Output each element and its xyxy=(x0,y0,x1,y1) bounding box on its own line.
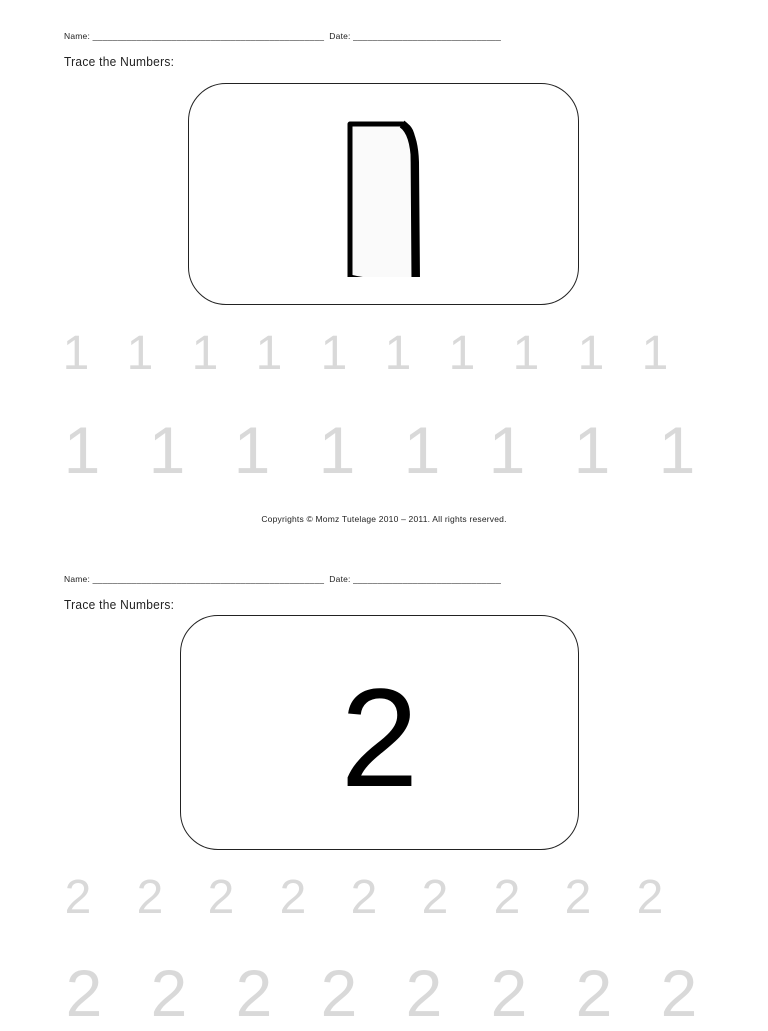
trace-digit: 2 xyxy=(350,871,378,924)
trace-digit: 1 xyxy=(255,327,283,380)
trace-digit: 1 xyxy=(512,327,540,380)
trace-digit: 2 xyxy=(575,956,613,1030)
card-digit: 2 xyxy=(340,659,419,816)
trace-digit: 2 xyxy=(207,871,235,924)
trace-digit: 1 xyxy=(488,413,526,487)
name-date-line: Name: _______________________________________________ Date: ______________________________ xyxy=(64,31,501,41)
number-card xyxy=(180,615,579,850)
trace-digit: 1 xyxy=(577,327,605,380)
trace-digit: 2 xyxy=(320,956,358,1030)
trace-title: Trace the Numbers: xyxy=(64,597,175,612)
trace-digit: 2 xyxy=(636,871,664,924)
trace-digit: 2 xyxy=(660,956,698,1030)
trace-digit: 1 xyxy=(448,327,476,380)
trace-digit: 1 xyxy=(62,327,90,380)
trace-digit: 2 xyxy=(65,956,103,1030)
trace-digit: 1 xyxy=(384,327,412,380)
trace-digit: 2 xyxy=(235,956,273,1030)
trace-digit: 1 xyxy=(573,413,611,487)
trace-digit: 1 xyxy=(191,327,219,380)
copyright-notice: Copyrights © Momz Tutelage 2010 – 2011. All rights reserved. xyxy=(261,514,507,524)
trace-digit: 1 xyxy=(320,327,348,380)
trace-digit: 1 xyxy=(63,413,101,487)
trace-digit: 2 xyxy=(64,871,92,924)
trace-digit: 1 xyxy=(641,327,669,380)
trace-digit: 2 xyxy=(136,871,164,924)
trace-digit: 2 xyxy=(490,956,528,1030)
trace-digit: 1 xyxy=(318,413,356,487)
trace-digit: 1 xyxy=(658,413,696,487)
trace-digit: 1 xyxy=(148,413,186,487)
trace-digit: 2 xyxy=(421,871,449,924)
outline-digit-one xyxy=(334,102,424,277)
trace-digit: 1 xyxy=(233,413,271,487)
name-date-line: Name: _______________________________________________ Date: ______________________________ xyxy=(64,574,501,584)
trace-digit: 2 xyxy=(150,956,188,1030)
trace-digit: 2 xyxy=(279,871,307,924)
trace-digit: 2 xyxy=(564,871,592,924)
number-card xyxy=(188,83,579,305)
trace-digit: 1 xyxy=(403,413,441,487)
trace-digit: 1 xyxy=(126,327,154,380)
trace-digit: 2 xyxy=(405,956,443,1030)
trace-digit: 2 xyxy=(493,871,521,924)
trace-title: Trace the Numbers: xyxy=(64,54,175,69)
